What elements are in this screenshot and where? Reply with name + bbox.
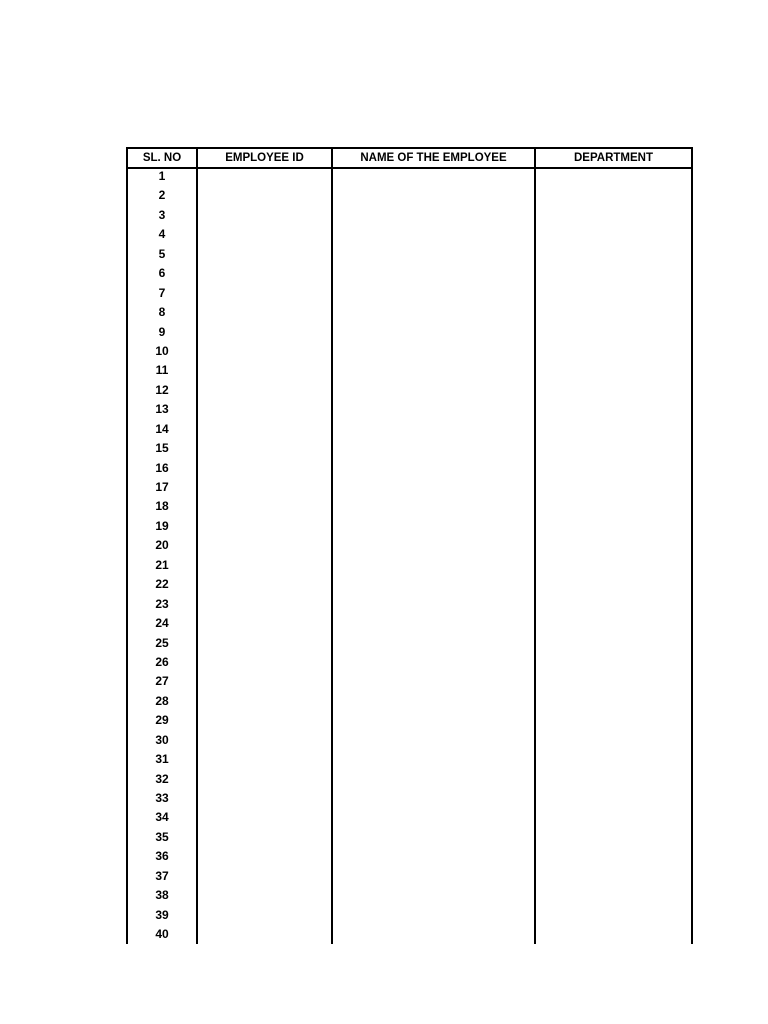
- table-row-number: 32: [155, 771, 169, 786]
- table-row-number: 38: [155, 888, 169, 903]
- table-row-number: 33: [155, 791, 169, 805]
- table-row-number: 3: [158, 207, 166, 222]
- table-row-number: 21: [155, 557, 169, 572]
- table-row-number: 29: [155, 713, 169, 728]
- table-row-number: 5: [158, 246, 166, 261]
- table-row-number: 2: [158, 188, 166, 203]
- table-row-number: 35: [155, 829, 169, 844]
- table-row-number: 23: [155, 596, 169, 611]
- table-row-number: 20: [155, 538, 169, 553]
- table-row-number: 36: [155, 849, 169, 864]
- column-border: [534, 147, 536, 944]
- table-row-number: 11: [155, 363, 169, 378]
- table-row-number: 28: [155, 693, 169, 708]
- table-row-number: 17: [155, 480, 169, 494]
- header-employee-id: EMPLOYEE ID: [225, 152, 304, 164]
- table-row-number: 39: [155, 907, 169, 922]
- column-border: [691, 147, 693, 944]
- table-row-number: 16: [155, 460, 169, 475]
- table-row-number: 7: [158, 285, 166, 300]
- row-number-column: [128, 167, 196, 945]
- table-row-number: 4: [158, 227, 166, 242]
- table-row-number: 8: [158, 305, 166, 320]
- employee-table: [126, 147, 694, 944]
- header-employee-name: NAME OF THE EMPLOYEE: [360, 152, 507, 164]
- table-row-number: 18: [155, 499, 169, 514]
- header-bottom-border: [126, 167, 693, 169]
- table-row-number: 1: [158, 169, 166, 183]
- table-row-number: 6: [158, 266, 166, 281]
- table-row-number: 13: [155, 402, 169, 417]
- table-row-number: 15: [155, 441, 169, 456]
- table-row-number: 14: [155, 421, 169, 436]
- table-row-number: 9: [158, 324, 166, 339]
- table-row-number: 10: [155, 343, 169, 358]
- column-border: [331, 147, 333, 944]
- table-row-number: 22: [155, 577, 169, 592]
- table-row-number: 19: [155, 518, 169, 533]
- column-border: [196, 147, 198, 944]
- table-row-number: 26: [155, 654, 169, 669]
- table-row-number: 31: [155, 752, 169, 767]
- table-row-number: 37: [155, 868, 169, 883]
- table-row-number: 24: [155, 616, 169, 631]
- table-row-number: 25: [155, 635, 169, 650]
- table-row-number: 12: [155, 382, 169, 397]
- table-row-number: 40: [155, 927, 169, 942]
- table-row-number: 30: [155, 732, 169, 747]
- header-department: DEPARTMENT: [573, 152, 653, 164]
- header-sl-no: SL. NO: [142, 152, 182, 164]
- table-row-number: 34: [155, 810, 169, 825]
- table-row-number: 27: [155, 674, 169, 689]
